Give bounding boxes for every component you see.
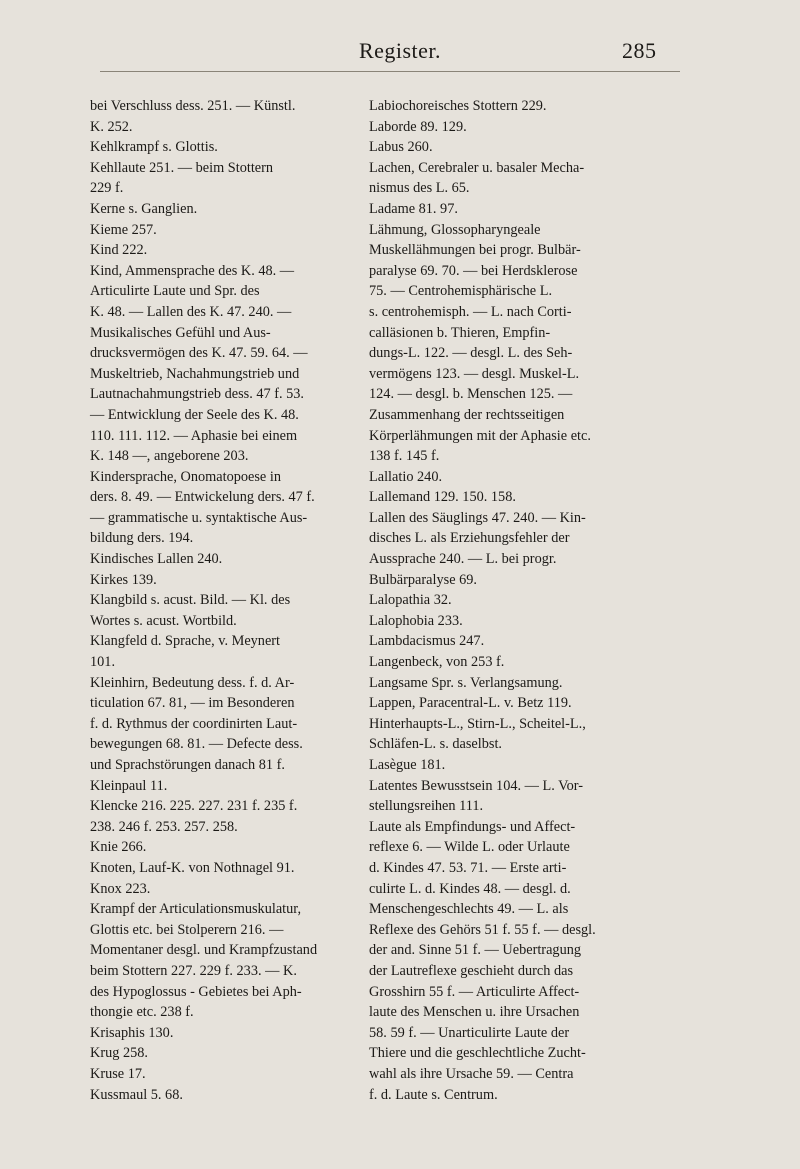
index-entry-line: Laborde 89. 129. <box>369 118 467 135</box>
index-entry-line: calläsionen b. Thieren, Empfin- <box>369 324 551 341</box>
index-entry <box>90 240 390 261</box>
index-entry <box>90 879 390 900</box>
index-entry-line: Krisaphis 130. <box>90 1024 174 1041</box>
index-entry-line: — grammatische u. syntaktische Aus- <box>90 509 308 526</box>
index-entry-line: stellungsreihen 111. <box>369 798 484 815</box>
index-entry-line: Klencke 216. 225. 227. 231 f. 235 f. <box>90 798 298 815</box>
index-entry-line: paralyse 69. 70. — bei Herdsklerose <box>369 262 578 279</box>
index-entry <box>369 199 674 220</box>
index-entry-line: Knie 266. <box>90 839 147 856</box>
index-entry-line: disches L. als Erziehungsfehler der <box>369 530 570 547</box>
index-entry-line: f. d. Laute s. Centrum. <box>369 1086 498 1103</box>
index-entry-line: Labus 260. <box>369 139 433 156</box>
index-entry-line: Lachen, Cerebraler u. basaler Mecha- <box>369 159 585 176</box>
index-entry <box>90 858 390 879</box>
index-entry-line: Schläfen-L. s. daselbst. <box>369 736 503 753</box>
index-entry-line: thongie etc. 238 f. <box>90 1004 194 1021</box>
index-entry-line: 101. <box>90 654 116 671</box>
page-number: 285 <box>622 38 657 63</box>
index-entry-line: der and. Sinne 51 f. — Uebertragung <box>369 942 582 959</box>
index-entry-line: Latentes Bewusstsein 104. — L. Vor- <box>369 777 584 794</box>
index-entry-line: Lasègue 181. <box>369 757 446 773</box>
index-entry-line: Lalopathia 32. <box>369 592 452 609</box>
header-rule <box>100 71 680 72</box>
index-entry-line: Muskellähmungen bei progr. Bulbär- <box>369 242 581 259</box>
index-entry-line: Krampf der Articulationsmuskulatur, <box>90 901 302 918</box>
index-entry-line: beim Stottern 227. 229 f. 233. — K. <box>90 962 297 979</box>
index-entry-line: Reflexe des Gehörs 51 f. 55 f. — desgl. <box>369 921 596 938</box>
index-entry <box>90 549 390 570</box>
index-entry-line: K. 148 —, angeborene 203. <box>90 448 249 465</box>
index-entry <box>90 796 390 837</box>
index-entry-line: Wortes s. acust. Wortbild. <box>90 612 237 629</box>
index-entry-line: Kindisches Lallen 240. <box>90 551 223 568</box>
index-entry-line: Lappen, Paracentral-L. v. Betz 119. <box>369 695 572 712</box>
index-entry-line: Kerne s. Ganglien. <box>90 200 198 217</box>
index-entry-line: Langenbeck, von 253 f. <box>369 654 505 671</box>
index-entry-line: Zusammenhang der rechtsseitigen <box>369 406 565 423</box>
index-entry-line: wahl als ihre Ursache 59. — Centra <box>369 1065 574 1082</box>
index-entry <box>369 652 674 673</box>
index-entry-line: vermögens 123. — desgl. Muskel-L. <box>369 365 580 382</box>
index-entry-line: Lallatio 240. <box>369 468 443 485</box>
index-entry-line: Kirkes 139. <box>90 571 157 588</box>
index-entry <box>90 631 390 672</box>
index-entry-line: Körperlähmungen mit der Aphasie etc. <box>369 427 591 444</box>
index-entry-line: Krug 258. <box>90 1045 148 1062</box>
index-entry <box>90 1023 390 1044</box>
index-entry <box>90 837 390 858</box>
index-entry-line: Lambdacismus 247. <box>369 633 485 650</box>
index-entry-line: Laute als Empfindungs- und Affect- <box>369 818 576 835</box>
index-entry-line: Kleinpaul 11. <box>90 777 168 794</box>
index-entry-line: Knox 223. <box>90 880 151 897</box>
index-entry-line: bewegungen 68. 81. — Defecte dess. <box>90 736 303 753</box>
index-entry-line: Klangfeld d. Sprache, v. Meynert <box>90 633 281 650</box>
index-entry-line: Kehlkrampf s. Glottis. <box>90 139 218 156</box>
index-entry <box>90 1085 390 1106</box>
index-entry-line: Bulbärparalyse 69. <box>369 571 477 588</box>
index-entry-line: des Hypoglossus - Gebietes bei Aph- <box>90 983 302 1000</box>
index-entry-line: Ladame 81. 97. <box>369 200 458 217</box>
index-entry-line: Kind 222. <box>90 242 148 259</box>
right-index-column <box>369 96 674 1105</box>
index-entry-line: Kleinhirn, Bedeutung dess. f. d. Ar- <box>90 674 295 691</box>
index-entry-line: Musikalisches Gefühl und Aus- <box>90 324 271 341</box>
index-entry <box>369 611 674 632</box>
index-entry <box>369 487 674 508</box>
index-entry <box>90 96 390 137</box>
index-entry-line: Menschengeschlechts 49. — L. als <box>369 901 569 918</box>
index-entry <box>369 158 674 199</box>
index-entry-line: laute des Menschen u. ihre Ursachen <box>369 1004 580 1021</box>
index-entry-line: 58. 59 f. — Unarticulirte Laute der <box>369 1024 570 1041</box>
index-entry-line: Momentaner desgl. und Krampfzustand <box>90 942 318 959</box>
index-entry-line: ticulation 67. 81, — im Besonderen <box>90 695 295 712</box>
index-entry-line: Kindersprache, Onomatopoese in <box>90 468 281 485</box>
index-entry-line: dungs-L. 122. — desgl. L. des Seh- <box>369 345 573 362</box>
index-entry <box>369 693 674 755</box>
index-entry <box>90 467 390 549</box>
index-entry <box>369 508 674 590</box>
index-entry-line: Lalophobia 233. <box>369 612 463 629</box>
index-entry-line: culirte L. d. Kindes 48. — desgl. d. <box>369 880 571 897</box>
index-entry-line: Kieme 257. <box>90 221 157 238</box>
index-entry-line: Lautnachahmungstrieb dess. 47 f. 53. <box>90 386 305 403</box>
index-entry-line: Grosshirn 55 f. — Articulirte Affect- <box>369 983 580 1000</box>
index-entry-line: Kussmaul 5. 68. <box>90 1086 183 1103</box>
index-entry <box>90 570 390 591</box>
index-entry <box>90 220 390 241</box>
index-entry <box>369 96 674 117</box>
index-entry-line: 238. 246 f. 253. 257. 258. <box>90 818 238 835</box>
index-entry <box>90 158 390 199</box>
index-entry <box>90 261 390 467</box>
index-entry-line: Klangbild s. acust. Bild. — Kl. des <box>90 592 291 609</box>
index-entry <box>90 673 390 776</box>
index-entry-line: Articulirte Laute und Spr. des <box>90 283 260 300</box>
index-entry-line: Langsame Spr. s. Verlangsamung. <box>369 674 563 691</box>
index-entry-line: nismus des L. 65. <box>369 180 470 197</box>
index-entry <box>369 590 674 611</box>
index-entry-line: Glottis etc. bei Stolperern 216. — <box>90 921 284 938</box>
index-entry-line: 75. — Centrohemisphärische L. <box>369 283 553 300</box>
index-entry-line: Knoten, Lauf-K. von Nothnagel 91. <box>90 859 295 876</box>
index-entry-line: 138 f. 145 f. <box>369 448 440 465</box>
index-entry <box>369 467 674 488</box>
index-entry-line: Lähmung, Glossopharyngeale <box>369 221 541 238</box>
index-entry-line: 124. — desgl. b. Menschen 125. — <box>369 386 573 403</box>
index-entry-line: Kind, Ammensprache des K. 48. — <box>90 262 295 279</box>
index-entry-line: d. Kindes 47. 53. 71. — Erste arti- <box>369 859 567 876</box>
index-entry <box>369 631 674 652</box>
index-entry-line: der Lautreflexe geschieht durch das <box>369 962 574 979</box>
index-entry-line: ders. 8. 49. — Entwickelung ders. 47 f. <box>90 489 315 506</box>
index-entry <box>90 1043 390 1064</box>
running-title: Register. <box>358 38 442 63</box>
index-entry-line: K. 48. — Lallen des K. 47. 240. — <box>90 303 292 320</box>
index-entry <box>369 137 674 158</box>
index-entry <box>90 776 390 797</box>
index-entry-line: und Sprachstörungen danach 81 f. <box>90 757 285 773</box>
page-header <box>0 0 800 70</box>
index-entry-line: Thiere und die geschlechtliche Zucht- <box>369 1045 586 1062</box>
index-entry-line: s. centrohemisph. — L. nach Corti- <box>369 303 572 320</box>
index-entry-line: 229 f. <box>90 180 124 197</box>
index-entry-line: 110. 111. 112. — Aphasie bei einem <box>90 427 298 444</box>
index-entry <box>90 899 390 1023</box>
index-entry-line: K. 252. <box>90 118 133 135</box>
index-entry-line: Muskeltrieb, Nachahmungstrieb und <box>90 365 300 382</box>
index-entry-line: Kehllaute 251. — beim Stottern <box>90 159 274 176</box>
index-entry <box>369 776 674 817</box>
index-entry-line: — Entwicklung der Seele des K. 48. <box>90 406 299 423</box>
index-entry-line: Hinterhaupts-L., Stirn-L., Scheitel-L., <box>369 715 586 732</box>
index-entry <box>369 220 674 467</box>
index-entry-line: reflexe 6. — Wilde L. oder Urlaute <box>369 839 570 856</box>
left-index-column <box>90 96 390 1105</box>
index-entry <box>369 817 674 1105</box>
index-entry <box>369 755 674 776</box>
index-entry <box>90 590 390 631</box>
index-entry-line: Lallen des Säuglings 47. 240. — Kin- <box>369 509 586 526</box>
index-entry-line: f. d. Rythmus der coordinirten Laut- <box>90 715 298 732</box>
index-entry-line: Aussprache 240. — L. bei progr. <box>369 551 557 568</box>
index-entry-line: drucksvermögen des K. 47. 59. 64. — <box>90 345 308 362</box>
index-entry <box>90 137 390 158</box>
index-entry-line: Labiochoreisches Stottern 229. <box>369 98 547 114</box>
index-entry-line: bei Verschluss dess. 251. — Künstl. <box>90 98 296 114</box>
index-entry <box>369 673 674 694</box>
index-entry-line: Lallemand 129. 150. 158. <box>369 489 516 506</box>
index-entry <box>90 1064 390 1085</box>
index-entry <box>90 199 390 220</box>
index-entry <box>369 117 674 138</box>
index-entry-line: Kruse 17. <box>90 1065 146 1082</box>
index-entry-line: bildung ders. 194. <box>90 530 194 547</box>
